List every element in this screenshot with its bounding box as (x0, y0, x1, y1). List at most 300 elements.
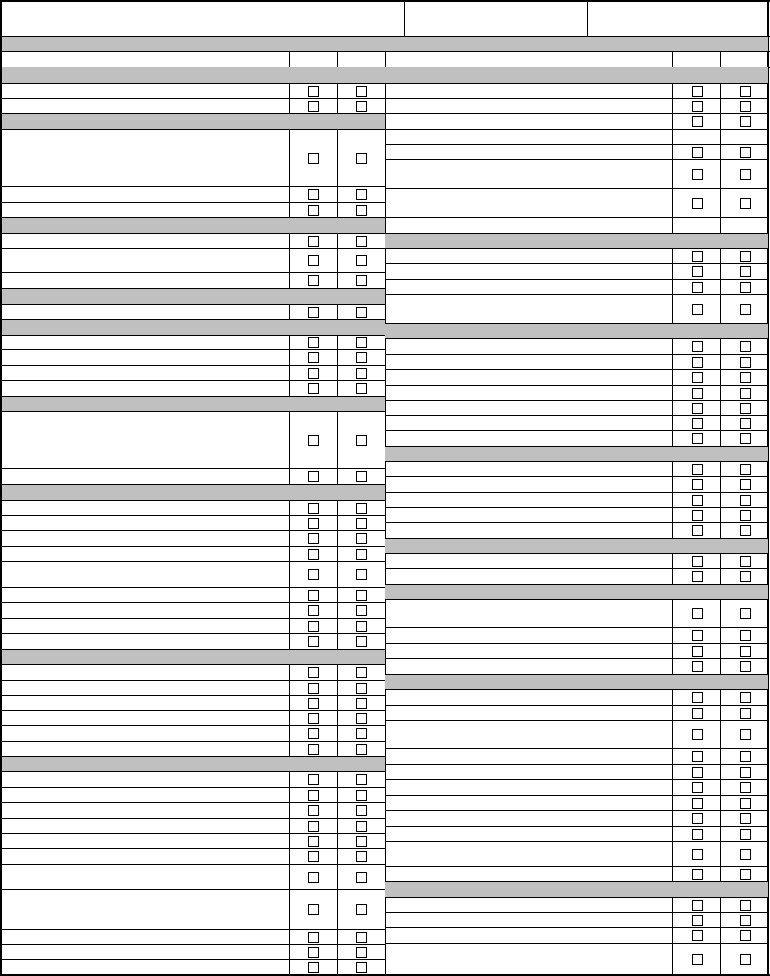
left-row-rule (2, 217, 385, 218)
left-section-header-9 (2, 756, 385, 771)
left-checkbox-b[interactable] (356, 621, 367, 632)
right-row-rule (385, 323, 768, 324)
right-checkbox-b[interactable] (740, 708, 751, 719)
left-checkbox-b[interactable] (356, 947, 367, 958)
left-checkbox-a[interactable] (308, 236, 319, 247)
right-checkbox-a[interactable] (692, 479, 703, 490)
left-checkbox-a[interactable] (308, 947, 319, 958)
right-checkbox-b[interactable] (740, 829, 751, 840)
right-row-label (388, 658, 670, 674)
right-checkbox-a[interactable] (692, 729, 703, 740)
right-checkbox-b[interactable] (740, 282, 751, 293)
right-checkbox-a[interactable] (692, 813, 703, 824)
left-checkbox-b[interactable] (356, 189, 367, 200)
left-row-label (4, 602, 286, 618)
right-checkbox-b[interactable] (740, 464, 751, 475)
left-checkbox-b[interactable] (356, 636, 367, 647)
column-rule (385, 51, 386, 976)
left-checkbox-b[interactable] (356, 962, 367, 973)
right-checkbox-b[interactable] (740, 304, 751, 315)
right-checkbox-a[interactable] (692, 646, 703, 657)
left-checkbox-b[interactable] (356, 904, 367, 915)
right-checkbox-b[interactable] (740, 116, 751, 127)
right-checkbox-b[interactable] (740, 418, 751, 429)
left-row-label (4, 833, 286, 848)
right-checkbox-b[interactable] (740, 798, 751, 809)
right-checkbox-b[interactable] (740, 495, 751, 506)
left-checkbox-b[interactable] (356, 683, 367, 694)
frame-right (768, 0, 769, 976)
right-checkbox-b[interactable] (740, 433, 751, 444)
left-checkbox-a[interactable] (308, 605, 319, 616)
right-checkbox-b[interactable] (740, 751, 751, 762)
right-checkbox-b[interactable] (740, 479, 751, 490)
left-checkbox-b[interactable] (356, 518, 367, 529)
right-row-rule (385, 881, 768, 882)
left-checkbox-b[interactable] (356, 821, 367, 832)
left-row-label (4, 186, 286, 202)
right-row-label (388, 159, 670, 188)
left-checkbox-a[interactable] (308, 636, 319, 647)
right-checkbox-b[interactable] (740, 101, 751, 112)
right-row-rule (385, 538, 768, 539)
right-checkbox-a[interactable] (692, 341, 703, 352)
right-checkbox-a[interactable] (692, 751, 703, 762)
right-checkbox-b[interactable] (740, 251, 751, 262)
right-row-label (388, 810, 670, 826)
right-checkbox-a[interactable] (692, 782, 703, 793)
right-checkbox-b[interactable] (740, 900, 751, 911)
left-checkbox-a[interactable] (308, 549, 319, 560)
left-checkbox-b[interactable] (356, 836, 367, 847)
left-row-rule (2, 974, 385, 975)
left-checkbox-a[interactable] (308, 872, 319, 883)
left-row-rule (2, 756, 385, 757)
right-checkbox-a[interactable] (692, 464, 703, 475)
right-row-label (388, 689, 670, 705)
left-checkbox-b[interactable] (356, 275, 367, 286)
left-row-label (4, 546, 286, 561)
left-checkbox-a[interactable] (308, 368, 319, 379)
left-checkbox-b[interactable] (356, 774, 367, 785)
left-checkbox-b[interactable] (356, 255, 367, 266)
right-row-rule (385, 584, 768, 585)
right-checkbox-a[interactable] (692, 900, 703, 911)
right-row-label (388, 354, 670, 369)
right-row-label (388, 430, 670, 446)
right-checkbox-b[interactable] (740, 571, 751, 582)
right-row-label (388, 113, 670, 129)
left-row-label (4, 411, 286, 468)
left-checkbox-a[interactable] (308, 744, 319, 755)
left-checkbox-b[interactable] (356, 307, 367, 318)
right-row-label (388, 476, 670, 492)
right-row-label (388, 866, 670, 881)
right-checkbox-a[interactable] (692, 930, 703, 941)
right-checkbox-a[interactable] (692, 169, 703, 180)
left-checkbox-b[interactable] (356, 549, 367, 560)
right-checkbox-a[interactable] (692, 116, 703, 127)
right-checkbox-a[interactable] (692, 282, 703, 293)
column-rule (720, 51, 721, 976)
right-checkbox-b[interactable] (740, 930, 751, 941)
right-checkbox-b[interactable] (740, 372, 751, 383)
left-row-rule (2, 484, 385, 485)
left-row-label (4, 98, 286, 113)
left-checkbox-a[interactable] (308, 774, 319, 785)
left-checkbox-a[interactable] (308, 805, 319, 816)
right-row-label (388, 338, 670, 354)
right-checkbox-a[interactable] (692, 608, 703, 619)
right-checkbox-a[interactable] (692, 101, 703, 112)
left-checkbox-a[interactable] (308, 205, 319, 216)
right-checkbox-b[interactable] (740, 954, 751, 965)
right-row-label (388, 98, 670, 113)
left-checkbox-a[interactable] (308, 307, 319, 318)
left-checkbox-a[interactable] (308, 904, 319, 915)
header-field-3 (589, 3, 766, 35)
right-row-label (388, 217, 670, 233)
right-section-header-3 (385, 323, 768, 338)
left-row-rule (2, 319, 385, 320)
right-row-label (388, 599, 670, 627)
right-row-label (388, 779, 670, 795)
right-checkbox-a[interactable] (692, 661, 703, 672)
left-checkbox-a[interactable] (308, 86, 319, 97)
left-checkbox-a[interactable] (308, 435, 319, 446)
right-checkbox-b[interactable] (740, 849, 751, 860)
left-checkbox-b[interactable] (356, 471, 367, 482)
left-checkbox-a[interactable] (308, 518, 319, 529)
left-row-label (4, 365, 286, 380)
left-checkbox-b[interactable] (356, 932, 367, 943)
right-checkbox-a[interactable] (692, 251, 703, 262)
right-checkbox-a[interactable] (692, 525, 703, 536)
right-checkbox-a[interactable] (692, 767, 703, 778)
right-checkbox-b[interactable] (740, 357, 751, 368)
right-checkbox-b[interactable] (740, 692, 751, 703)
left-row-label (4, 771, 286, 787)
right-checkbox-b[interactable] (740, 646, 751, 657)
left-checkbox-b[interactable] (356, 435, 367, 446)
right-checkbox-a[interactable] (692, 304, 703, 315)
right-row-label (388, 83, 670, 98)
right-checkbox-b[interactable] (740, 403, 751, 414)
left-checkbox-a[interactable] (308, 189, 319, 200)
left-checkbox-b[interactable] (356, 590, 367, 601)
right-row-label (388, 188, 670, 217)
left-row-label (4, 515, 286, 530)
right-section-header-1 (385, 67, 768, 83)
right-row-label (388, 748, 670, 764)
right-section-header-4 (385, 446, 768, 461)
left-checkbox-b[interactable] (356, 205, 367, 216)
right-row-rule (385, 233, 768, 234)
right-checkbox-b[interactable] (740, 608, 751, 619)
left-row-label (4, 864, 286, 889)
right-row-label (388, 248, 670, 263)
left-checkbox-a[interactable] (308, 255, 319, 266)
right-checkbox-b[interactable] (740, 388, 751, 399)
left-checkbox-a[interactable] (308, 836, 319, 847)
left-row-rule (2, 649, 385, 650)
column-rule (672, 51, 673, 976)
right-checkbox-a[interactable] (692, 357, 703, 368)
left-row-label (4, 944, 286, 959)
left-checkbox-a[interactable] (308, 352, 319, 363)
left-row-label (4, 349, 286, 365)
right-checkbox-b[interactable] (740, 556, 751, 567)
left-row-label (4, 83, 286, 98)
left-row-label (4, 500, 286, 515)
column-rule (337, 51, 338, 976)
left-row-label (4, 848, 286, 864)
left-checkbox-a[interactable] (308, 275, 319, 286)
left-section-header-1 (2, 67, 385, 83)
left-checkbox-b[interactable] (356, 728, 367, 739)
left-checkbox-b[interactable] (356, 352, 367, 363)
left-section-header-3 (2, 217, 385, 233)
left-row-rule (2, 113, 385, 114)
left-row-label (4, 129, 286, 186)
right-row-label (388, 144, 670, 159)
left-checkbox-b[interactable] (356, 851, 367, 862)
left-section-header-8 (2, 649, 385, 664)
right-row-label (388, 627, 670, 643)
left-row-label (4, 787, 286, 802)
left-row-label (4, 335, 286, 349)
left-row-label (4, 248, 286, 272)
right-row-label (388, 263, 670, 279)
left-checkbox-a[interactable] (308, 962, 319, 973)
left-checkbox-b[interactable] (356, 236, 367, 247)
right-checkbox-b[interactable] (740, 661, 751, 672)
right-row-label (388, 943, 670, 974)
right-row-rule (385, 674, 768, 675)
frame-top (0, 1, 770, 2)
right-row-label (388, 568, 670, 584)
left-row-label (4, 587, 286, 602)
left-checkbox-a[interactable] (308, 932, 319, 943)
right-checkbox-a[interactable] (692, 418, 703, 429)
left-checkbox-b[interactable] (356, 805, 367, 816)
right-row-label (388, 400, 670, 415)
right-checkbox-a[interactable] (692, 147, 703, 158)
left-row-label (4, 202, 286, 217)
right-section-header-7 (385, 674, 768, 689)
right-row-label (388, 461, 670, 476)
right-row-label (388, 841, 670, 866)
left-checkbox-a[interactable] (308, 101, 319, 112)
left-checkbox-a[interactable] (308, 683, 319, 694)
left-row-label (4, 741, 286, 756)
left-row-label (4, 929, 286, 944)
right-row-label (388, 294, 670, 323)
right-checkbox-b[interactable] (740, 86, 751, 97)
right-row-label (388, 507, 670, 522)
column-rule (289, 51, 290, 976)
left-checkbox-a[interactable] (308, 590, 319, 601)
right-section-header-6 (385, 584, 768, 599)
right-checkbox-a[interactable] (692, 708, 703, 719)
right-row-label (388, 415, 670, 430)
right-checkbox-a[interactable] (692, 86, 703, 97)
right-checkbox-b[interactable] (740, 915, 751, 926)
left-checkbox-a[interactable] (308, 790, 319, 801)
left-row-label (4, 380, 286, 396)
right-row-rule (385, 974, 768, 975)
left-row-label (4, 272, 286, 288)
left-checkbox-b[interactable] (356, 790, 367, 801)
right-checkbox-a[interactable] (692, 433, 703, 444)
left-checkbox-b[interactable] (356, 713, 367, 724)
right-row-label (388, 897, 670, 912)
right-checkbox-a[interactable] (692, 798, 703, 809)
right-checkbox-b[interactable] (740, 147, 751, 158)
right-checkbox-b[interactable] (740, 266, 751, 277)
left-row-label (4, 818, 286, 833)
left-checkbox-b[interactable] (356, 605, 367, 616)
left-section-header-2 (2, 113, 385, 129)
right-row-label (388, 492, 670, 507)
form-banner (2, 37, 768, 51)
right-checkbox-a[interactable] (692, 510, 703, 521)
left-checkbox-b[interactable] (356, 101, 367, 112)
left-row-label (4, 959, 286, 974)
right-row-label (388, 720, 670, 748)
left-checkbox-b[interactable] (356, 698, 367, 709)
left-row-label (4, 530, 286, 546)
left-checkbox-b[interactable] (356, 569, 367, 580)
right-row-label (388, 826, 670, 841)
right-checkbox-a[interactable] (692, 849, 703, 860)
right-row-label (388, 764, 670, 779)
header-divider (587, 0, 588, 36)
left-row-label (4, 802, 286, 818)
right-checkbox-b[interactable] (740, 169, 751, 180)
right-checkbox-a[interactable] (692, 266, 703, 277)
left-checkbox-a[interactable] (308, 851, 319, 862)
left-row-label (4, 695, 286, 710)
right-checkbox-a[interactable] (692, 556, 703, 567)
left-row-label (4, 618, 286, 633)
right-checkbox-b[interactable] (740, 198, 751, 209)
left-row-label (4, 710, 286, 725)
right-checkbox-a[interactable] (692, 198, 703, 209)
right-checkbox-a[interactable] (692, 915, 703, 926)
left-row-label (4, 633, 286, 649)
left-checkbox-b[interactable] (356, 744, 367, 755)
right-row-label (388, 643, 670, 658)
right-row-label (388, 553, 670, 568)
left-checkbox-b[interactable] (356, 667, 367, 678)
right-checkbox-a[interactable] (692, 692, 703, 703)
left-row-rule (2, 288, 385, 289)
right-checkbox-a[interactable] (692, 869, 703, 880)
left-row-label (4, 680, 286, 695)
left-checkbox-a[interactable] (308, 337, 319, 348)
left-checkbox-a[interactable] (308, 471, 319, 482)
right-row-rule (385, 446, 768, 447)
left-checkbox-b[interactable] (356, 383, 367, 394)
right-checkbox-a[interactable] (692, 954, 703, 965)
right-checkbox-b[interactable] (740, 869, 751, 880)
left-row-label (4, 664, 286, 680)
left-row-label (4, 233, 286, 248)
left-checkbox-b[interactable] (356, 503, 367, 514)
right-checkbox-b[interactable] (740, 729, 751, 740)
left-checkbox-b[interactable] (356, 368, 367, 379)
header-field-2 (406, 3, 586, 35)
left-checkbox-a[interactable] (308, 713, 319, 724)
left-section-header-7 (2, 484, 385, 500)
right-row-label (388, 369, 670, 385)
left-checkbox-a[interactable] (308, 728, 319, 739)
form-title (3, 3, 403, 35)
frame-right (767, 0, 768, 976)
right-row-label (388, 522, 670, 538)
right-row-label (388, 129, 670, 144)
left-section-header-4 (2, 288, 385, 304)
left-checkbox-a[interactable] (308, 698, 319, 709)
right-row-label (388, 912, 670, 927)
left-checkbox-a[interactable] (308, 153, 319, 164)
left-row-label (4, 561, 286, 587)
right-checkbox-b[interactable] (740, 782, 751, 793)
left-checkbox-a[interactable] (308, 821, 319, 832)
right-checkbox-b[interactable] (740, 510, 751, 521)
right-checkbox-b[interactable] (740, 341, 751, 352)
left-checkbox-a[interactable] (308, 383, 319, 394)
right-row-label (388, 795, 670, 810)
right-section-header-2 (385, 233, 768, 248)
right-checkbox-a[interactable] (692, 372, 703, 383)
right-checkbox-b[interactable] (740, 813, 751, 824)
right-row-label (388, 927, 670, 943)
right-row-label (388, 385, 670, 400)
right-checkbox-a[interactable] (692, 388, 703, 399)
left-row-rule (2, 396, 385, 397)
left-checkbox-b[interactable] (356, 153, 367, 164)
right-checkbox-a[interactable] (692, 571, 703, 582)
left-row-label (4, 725, 286, 741)
left-checkbox-b[interactable] (356, 533, 367, 544)
header-divider (404, 0, 405, 36)
left-section-header-6 (2, 396, 385, 411)
left-checkbox-b[interactable] (356, 337, 367, 348)
left-row-label (4, 304, 286, 319)
right-checkbox-b[interactable] (740, 630, 751, 641)
left-row-label (4, 468, 286, 484)
left-checkbox-a[interactable] (308, 569, 319, 580)
right-section-header-8 (385, 881, 768, 897)
right-checkbox-a[interactable] (692, 495, 703, 506)
right-checkbox-b[interactable] (740, 767, 751, 778)
left-checkbox-a[interactable] (308, 667, 319, 678)
left-row-label (4, 889, 286, 929)
left-section-header-5 (2, 319, 385, 335)
right-checkbox-a[interactable] (692, 403, 703, 414)
left-checkbox-a[interactable] (308, 503, 319, 514)
right-checkbox-b[interactable] (740, 525, 751, 536)
left-checkbox-a[interactable] (308, 621, 319, 632)
right-checkbox-a[interactable] (692, 829, 703, 840)
right-checkbox-a[interactable] (692, 630, 703, 641)
left-checkbox-b[interactable] (356, 872, 367, 883)
right-row-label (388, 279, 670, 294)
left-checkbox-b[interactable] (356, 86, 367, 97)
left-checkbox-a[interactable] (308, 533, 319, 544)
